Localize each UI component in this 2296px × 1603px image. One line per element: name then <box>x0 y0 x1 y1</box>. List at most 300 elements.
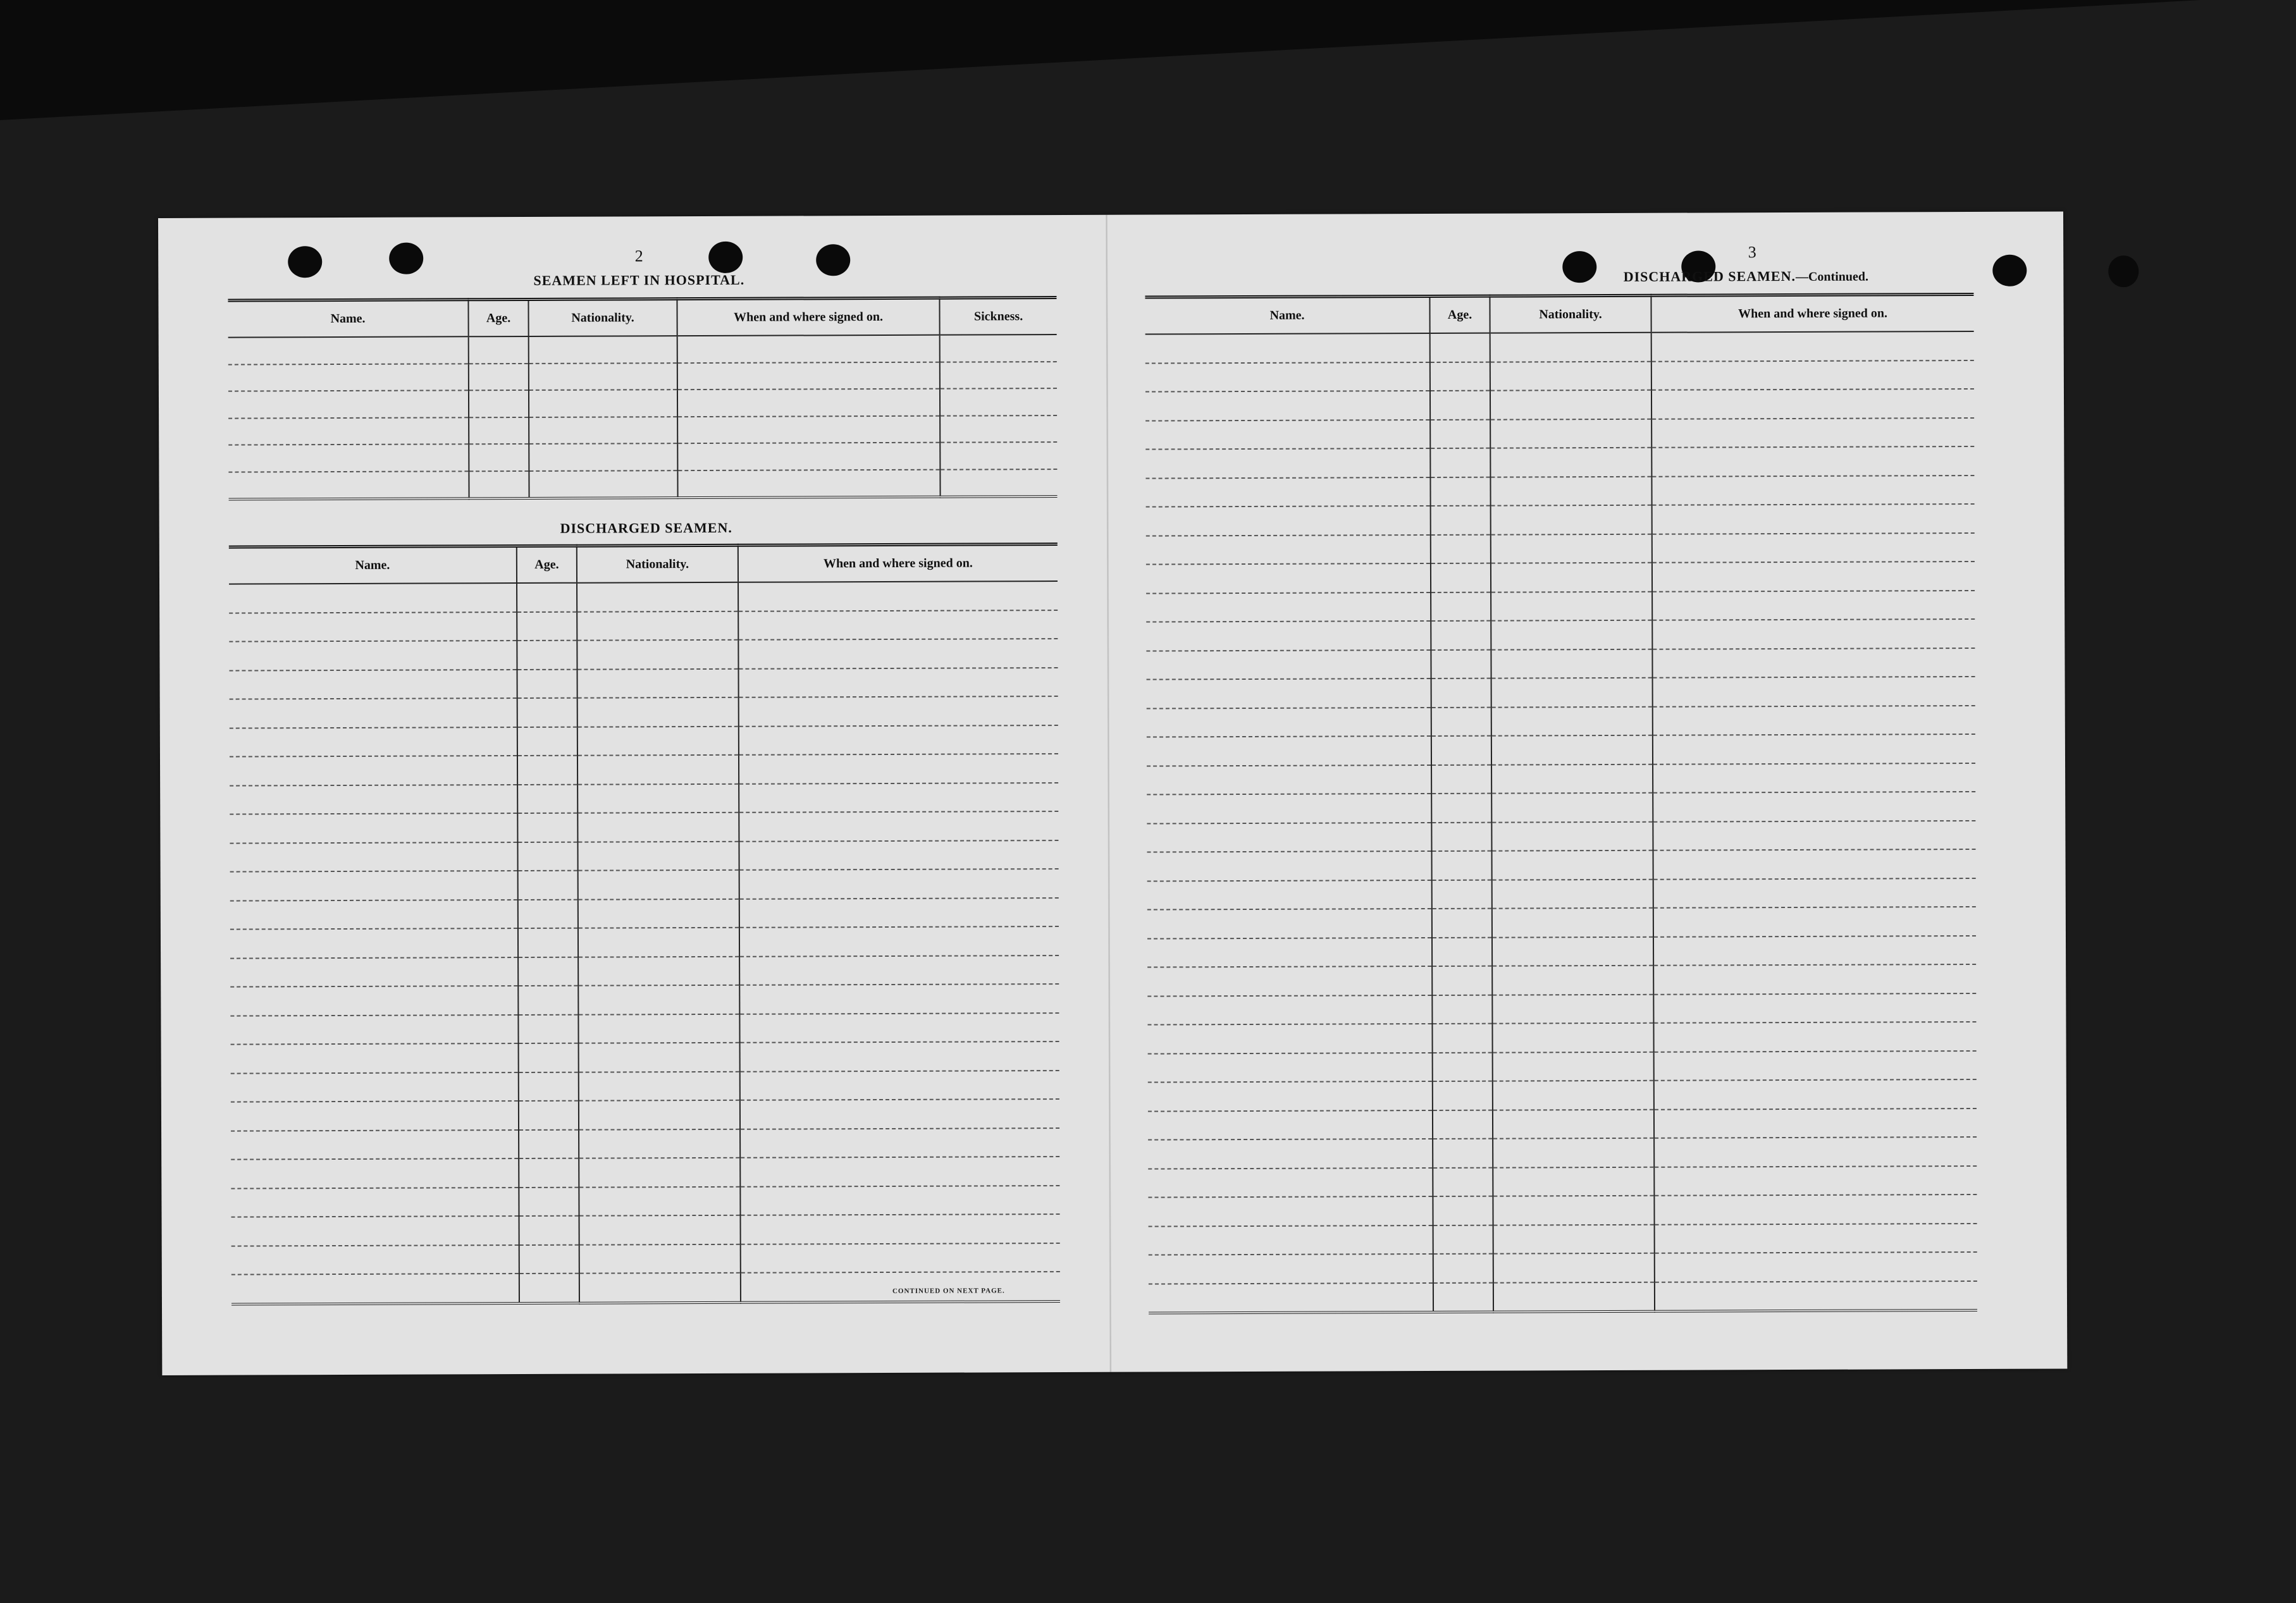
table-cell[interactable] <box>230 900 518 930</box>
table-cell[interactable] <box>529 336 677 363</box>
table-cell[interactable] <box>1145 362 1430 391</box>
punch-hole <box>2108 255 2139 287</box>
table-cell[interactable] <box>518 928 578 957</box>
table-cell[interactable] <box>519 1072 579 1101</box>
table-cell[interactable] <box>469 390 529 417</box>
table-cell[interactable] <box>739 955 1059 985</box>
table-cell[interactable] <box>579 1244 741 1273</box>
table-cell[interactable] <box>1148 1196 1433 1226</box>
table-cell[interactable] <box>940 442 1057 469</box>
table-cell[interactable] <box>228 417 469 445</box>
table-cell[interactable] <box>1651 446 1974 476</box>
table-cell[interactable] <box>1433 1225 1493 1254</box>
table-cell[interactable] <box>1493 1282 1655 1311</box>
table-cell[interactable] <box>1492 937 1653 966</box>
table-cell[interactable] <box>1651 389 1974 419</box>
table-cell[interactable] <box>1493 1224 1655 1253</box>
table-cell[interactable] <box>738 639 1058 668</box>
table-cell[interactable] <box>1655 1252 1977 1282</box>
table-cell[interactable] <box>1431 679 1491 708</box>
table-cell[interactable] <box>739 696 1058 726</box>
table-cell[interactable] <box>579 1215 741 1244</box>
table-row <box>231 1186 1059 1217</box>
column-header: When and where signed on. <box>677 298 939 336</box>
table-cell[interactable] <box>1147 794 1431 823</box>
table-cell[interactable] <box>1431 736 1491 765</box>
table-cell[interactable] <box>1653 792 1975 821</box>
table-cell[interactable] <box>1491 505 1652 534</box>
table-cell[interactable] <box>229 670 517 699</box>
table-cell[interactable] <box>1148 1139 1433 1169</box>
table-cell[interactable] <box>1432 880 1492 909</box>
table-cell[interactable] <box>1430 477 1490 506</box>
table-cell[interactable] <box>1652 590 1975 620</box>
table-cell[interactable] <box>1491 678 1653 707</box>
table-cell[interactable] <box>739 840 1058 870</box>
table-cell[interactable] <box>577 813 739 842</box>
table-cell[interactable] <box>940 335 1057 362</box>
table-cell[interactable] <box>230 698 517 728</box>
table-row <box>1146 619 1975 651</box>
table-cell[interactable] <box>739 811 1058 841</box>
table-cell[interactable] <box>1432 851 1492 880</box>
table-cell[interactable] <box>1146 592 1431 622</box>
table-cell[interactable] <box>1493 1138 1654 1167</box>
table-cell[interactable] <box>1431 822 1491 851</box>
table-cell[interactable] <box>1654 1137 1977 1167</box>
table-cell[interactable] <box>677 443 940 470</box>
table-cell[interactable] <box>1431 563 1491 593</box>
table-cell[interactable] <box>517 611 577 641</box>
table-cell[interactable] <box>1491 821 1653 851</box>
table-cell[interactable] <box>1145 477 1430 507</box>
table-row <box>1147 734 1975 766</box>
table-cell[interactable] <box>230 756 517 785</box>
table-cell[interactable] <box>577 726 739 755</box>
table-cell[interactable] <box>677 415 940 443</box>
table-row <box>1147 907 1976 938</box>
table-cell[interactable] <box>578 928 739 957</box>
table-cell[interactable] <box>518 1014 578 1043</box>
table-cell[interactable] <box>518 899 578 928</box>
table-cell[interactable] <box>529 390 677 417</box>
table-cell[interactable] <box>1491 793 1653 822</box>
table-cell[interactable] <box>1430 448 1490 477</box>
table-row <box>1147 705 1975 737</box>
table-cell[interactable] <box>677 335 940 363</box>
table-row <box>1146 590 1975 622</box>
table-cell[interactable] <box>231 1043 519 1073</box>
discharged-continued-table <box>1145 293 1977 1315</box>
table-cell[interactable] <box>1655 1281 1977 1311</box>
table-row <box>1145 446 1974 478</box>
table-cell[interactable] <box>1433 1110 1493 1139</box>
table-row <box>1148 1108 1977 1139</box>
table-cell[interactable] <box>1145 333 1430 363</box>
table-cell[interactable] <box>1490 361 1651 390</box>
table-cell[interactable] <box>1430 362 1490 391</box>
table-cell[interactable] <box>1433 1282 1493 1312</box>
table-cell[interactable] <box>1653 993 1976 1023</box>
table-cell[interactable] <box>1651 417 1974 447</box>
table-cell[interactable] <box>739 898 1059 928</box>
table-cell[interactable] <box>739 783 1058 813</box>
table-cell[interactable] <box>1149 1282 1433 1313</box>
section-title-suffix: —Continued. <box>1795 269 1869 284</box>
table-cell[interactable] <box>1148 1052 1433 1082</box>
table-cell[interactable] <box>518 871 578 900</box>
table-cell[interactable] <box>231 1158 519 1188</box>
table-cell[interactable] <box>228 390 469 418</box>
table-cell[interactable] <box>1491 706 1653 735</box>
table-cell[interactable] <box>741 1243 1060 1273</box>
table-cell[interactable] <box>1490 390 1651 419</box>
table-cell[interactable] <box>1147 765 1431 794</box>
table-cell[interactable] <box>1433 1139 1493 1168</box>
table-cell[interactable] <box>579 1100 740 1129</box>
table-row <box>1147 993 1976 1024</box>
table-cell[interactable] <box>1431 592 1491 621</box>
table-cell[interactable] <box>1147 880 1432 909</box>
table-cell[interactable] <box>230 957 518 987</box>
table-cell[interactable] <box>469 470 529 498</box>
table-cell[interactable] <box>1146 506 1431 536</box>
table-cell[interactable] <box>517 813 577 842</box>
table-cell[interactable] <box>1433 1081 1493 1110</box>
table-cell[interactable] <box>517 842 577 871</box>
table-row <box>230 955 1059 987</box>
table-cell[interactable] <box>1145 448 1430 478</box>
table-cell[interactable] <box>518 986 578 1015</box>
table-cell[interactable] <box>1147 995 1432 1024</box>
table-cell[interactable] <box>231 1101 519 1131</box>
table-cell[interactable] <box>1146 621 1431 651</box>
table-cell[interactable] <box>740 1041 1059 1071</box>
table-cell[interactable] <box>940 415 1057 443</box>
table-cell[interactable] <box>1430 419 1490 448</box>
table-cell[interactable] <box>228 444 469 472</box>
punch-hole <box>1992 255 2027 286</box>
punch-hole <box>708 242 743 273</box>
table-cell[interactable] <box>230 871 518 900</box>
table-cell[interactable] <box>469 444 529 471</box>
table-cell[interactable] <box>1653 820 1975 850</box>
table-cell[interactable] <box>231 1072 519 1102</box>
table-cell[interactable] <box>1148 1167 1433 1197</box>
table-cell[interactable] <box>1653 734 1975 764</box>
table-cell[interactable] <box>1147 1024 1432 1053</box>
table-cell[interactable] <box>1652 648 1975 677</box>
table-row <box>230 898 1059 930</box>
table-cell[interactable] <box>1653 849 1976 879</box>
table-cell[interactable] <box>517 641 577 670</box>
table-cell[interactable] <box>1653 677 1975 706</box>
table-cell[interactable] <box>739 754 1058 783</box>
table-cell[interactable] <box>1652 619 1975 649</box>
table-cell[interactable] <box>677 389 940 417</box>
table-cell[interactable] <box>578 985 739 1014</box>
table-cell[interactable] <box>231 1130 519 1160</box>
table-cell[interactable] <box>230 928 518 958</box>
table-cell[interactable] <box>740 1157 1059 1186</box>
hospital-table <box>228 296 1057 501</box>
table-cell[interactable] <box>1493 1109 1654 1138</box>
table-cell[interactable] <box>1432 966 1492 995</box>
table-cell[interactable] <box>519 1244 579 1274</box>
table-cell[interactable] <box>1491 649 1652 678</box>
table-cell[interactable] <box>677 469 940 498</box>
table-cell[interactable] <box>517 784 577 813</box>
table-cell[interactable] <box>1652 532 1975 562</box>
table-cell[interactable] <box>738 610 1058 640</box>
table-cell[interactable] <box>1146 563 1431 593</box>
table-cell[interactable] <box>1491 534 1652 563</box>
table-cell[interactable] <box>229 641 517 670</box>
table-cell[interactable] <box>1654 1195 1977 1224</box>
table-cell[interactable] <box>1491 764 1653 793</box>
table-cell[interactable] <box>519 1129 579 1158</box>
table-row <box>231 1071 1059 1102</box>
table-cell[interactable] <box>1432 909 1492 938</box>
table-cell[interactable] <box>1491 591 1652 620</box>
table-cell[interactable] <box>517 669 577 698</box>
column-header: When and where signed on. <box>1651 294 1973 332</box>
table-cell[interactable] <box>229 583 517 613</box>
table-cell[interactable] <box>1653 763 1975 792</box>
table-cell[interactable] <box>579 1043 740 1072</box>
table-cell[interactable] <box>469 336 529 364</box>
table-cell[interactable] <box>228 364 469 391</box>
table-row <box>228 415 1057 445</box>
table-cell[interactable] <box>1431 649 1491 679</box>
table-cell[interactable] <box>1493 1052 1654 1081</box>
table-cell[interactable] <box>1147 679 1431 708</box>
table-cell[interactable] <box>230 785 517 814</box>
table-cell[interactable] <box>1653 935 1976 965</box>
table-row <box>228 388 1057 418</box>
table-cell[interactable] <box>517 698 577 727</box>
table-cell[interactable] <box>1148 1110 1433 1139</box>
table-cell[interactable] <box>1147 822 1431 852</box>
table-cell[interactable] <box>469 363 529 390</box>
table-cell[interactable] <box>577 668 738 697</box>
table-cell[interactable] <box>1654 1050 1977 1080</box>
table-cell[interactable] <box>579 1186 740 1215</box>
table-cell[interactable] <box>230 842 517 872</box>
table-cell[interactable] <box>1653 1022 1976 1052</box>
table-cell[interactable] <box>1433 1167 1493 1196</box>
table-cell[interactable] <box>1653 964 1976 994</box>
table-cell[interactable] <box>1431 534 1491 563</box>
table-cell[interactable] <box>577 841 739 870</box>
table-row <box>1149 1281 1977 1313</box>
table-cell[interactable] <box>519 1274 579 1303</box>
table-cell[interactable] <box>740 1099 1059 1129</box>
table-row <box>231 1128 1059 1160</box>
table-cell[interactable] <box>1490 419 1651 448</box>
column-header: Nationality. <box>528 299 677 336</box>
table-cell[interactable] <box>1149 1225 1433 1255</box>
table-cell[interactable] <box>1147 937 1432 967</box>
table-cell[interactable] <box>578 956 739 985</box>
table-cell[interactable] <box>1432 1024 1492 1053</box>
table-cell[interactable] <box>1432 995 1492 1024</box>
table-cell[interactable] <box>1493 1081 1654 1110</box>
table-cell[interactable] <box>1145 391 1430 421</box>
table-cell[interactable] <box>1654 1108 1977 1138</box>
table-cell[interactable] <box>1431 621 1491 650</box>
table-cell[interactable] <box>517 756 577 785</box>
table-cell[interactable] <box>578 899 739 928</box>
table-cell[interactable] <box>1430 333 1490 362</box>
table-cell[interactable] <box>677 362 940 390</box>
table-cell[interactable] <box>228 471 469 500</box>
table-cell[interactable] <box>578 870 739 899</box>
table-cell[interactable] <box>1491 563 1652 592</box>
table-cell[interactable] <box>1492 851 1653 880</box>
page-number: 3 <box>1748 243 1756 262</box>
table-cell[interactable] <box>940 388 1057 415</box>
table-cell[interactable] <box>519 1187 579 1216</box>
table-cell[interactable] <box>519 1158 579 1188</box>
table-cell[interactable] <box>1493 1167 1654 1196</box>
table-cell[interactable] <box>1490 476 1651 505</box>
table-cell[interactable] <box>1432 937 1492 966</box>
table-cell[interactable] <box>1652 562 1975 591</box>
column-header: Sickness. <box>939 298 1056 335</box>
table-cell[interactable] <box>577 582 738 611</box>
table-cell[interactable] <box>1653 878 1976 907</box>
table-cell[interactable] <box>469 417 529 444</box>
table-cell[interactable] <box>1653 907 1976 937</box>
table-cell[interactable] <box>517 727 577 756</box>
table-cell[interactable] <box>579 1273 741 1303</box>
table-cell[interactable] <box>1652 504 1975 534</box>
table-cell[interactable] <box>579 1158 740 1187</box>
table-cell[interactable] <box>1149 1254 1433 1284</box>
table-cell[interactable] <box>577 697 739 727</box>
table-cell[interactable] <box>231 1245 519 1275</box>
table-cell[interactable] <box>738 668 1058 697</box>
table-cell[interactable] <box>1433 1254 1493 1283</box>
table-cell[interactable] <box>1492 879 1653 908</box>
table-cell[interactable] <box>739 869 1059 899</box>
table-cell[interactable] <box>1651 360 1974 390</box>
table-cell[interactable] <box>1490 448 1651 477</box>
table-cell[interactable] <box>1147 736 1431 766</box>
table-cell[interactable] <box>739 1013 1059 1043</box>
table-row <box>230 783 1058 814</box>
table-cell[interactable] <box>1431 707 1491 736</box>
table-cell[interactable] <box>1431 794 1491 823</box>
table-row <box>1148 1050 1977 1082</box>
table-cell[interactable] <box>740 1071 1059 1100</box>
table-cell[interactable] <box>1431 506 1491 535</box>
table-cell[interactable] <box>1654 1079 1977 1109</box>
table-cell[interactable] <box>740 1128 1059 1158</box>
table-cell[interactable] <box>577 783 739 813</box>
table-cell[interactable] <box>577 755 739 784</box>
table-cell[interactable] <box>1651 475 1974 505</box>
table-cell[interactable] <box>529 470 677 498</box>
punch-hole <box>389 243 423 274</box>
table-cell[interactable] <box>1491 620 1652 649</box>
table-cell[interactable] <box>519 1216 579 1245</box>
table-row <box>230 840 1058 872</box>
table-cell[interactable] <box>230 986 518 1016</box>
table-cell[interactable] <box>230 727 517 757</box>
table-cell[interactable] <box>230 813 517 843</box>
table-cell[interactable] <box>228 336 469 364</box>
table-cell[interactable] <box>1430 391 1490 420</box>
table-row <box>1148 1137 1977 1169</box>
table-cell[interactable] <box>739 984 1059 1014</box>
table-cell[interactable] <box>579 1129 740 1158</box>
table-cell[interactable] <box>1492 908 1653 937</box>
table-cell[interactable] <box>1492 1023 1653 1052</box>
table-cell[interactable] <box>1146 649 1431 679</box>
table-cell[interactable] <box>1493 1253 1655 1282</box>
table-cell[interactable] <box>739 725 1058 755</box>
table-cell[interactable] <box>1493 1196 1654 1225</box>
table-cell[interactable] <box>518 957 578 986</box>
table-cell[interactable] <box>940 362 1057 389</box>
table-cell[interactable] <box>940 469 1057 497</box>
table-cell[interactable] <box>519 1043 579 1072</box>
table-row <box>229 668 1058 699</box>
table-cell[interactable] <box>1147 909 1432 938</box>
table-cell[interactable] <box>231 1216 519 1246</box>
table-cell[interactable] <box>230 1015 518 1045</box>
table-cell[interactable] <box>738 581 1058 611</box>
table-cell[interactable] <box>1431 765 1491 794</box>
table-cell[interactable] <box>229 612 517 642</box>
table-cell[interactable] <box>741 1214 1060 1244</box>
table-cell[interactable] <box>517 583 577 612</box>
table-cell[interactable] <box>1654 1165 1977 1195</box>
table-cell[interactable] <box>529 417 677 444</box>
table-cell[interactable] <box>579 1071 740 1100</box>
table-cell[interactable] <box>739 926 1059 956</box>
table-cell[interactable] <box>577 611 738 640</box>
table-row <box>1147 1022 1976 1053</box>
table-cell[interactable] <box>231 1188 519 1217</box>
table-cell[interactable] <box>578 1014 739 1043</box>
table-cell[interactable] <box>529 363 677 390</box>
table-cell[interactable] <box>1148 1081 1433 1111</box>
table-cell[interactable] <box>1433 1196 1493 1225</box>
table-cell[interactable] <box>1147 851 1432 881</box>
table-cell[interactable] <box>1653 705 1975 735</box>
table-cell[interactable] <box>1433 1052 1493 1081</box>
table-cell[interactable] <box>1147 707 1431 737</box>
table-cell[interactable] <box>231 1274 519 1304</box>
table-cell[interactable] <box>1147 966 1432 996</box>
table-cell[interactable] <box>529 443 677 470</box>
table-cell[interactable] <box>519 1101 579 1130</box>
table-cell[interactable] <box>1146 534 1431 564</box>
table-cell[interactable] <box>1492 994 1653 1023</box>
table-cell[interactable] <box>577 640 738 669</box>
table-cell[interactable] <box>1491 735 1653 765</box>
table-cell[interactable] <box>1651 331 1974 361</box>
table-row <box>230 1013 1059 1045</box>
table-cell[interactable] <box>1492 966 1653 995</box>
table-cell[interactable] <box>1145 419 1430 449</box>
table-cell[interactable] <box>1490 333 1651 362</box>
table-cell[interactable] <box>740 1186 1059 1215</box>
table-cell[interactable] <box>1655 1223 1977 1253</box>
